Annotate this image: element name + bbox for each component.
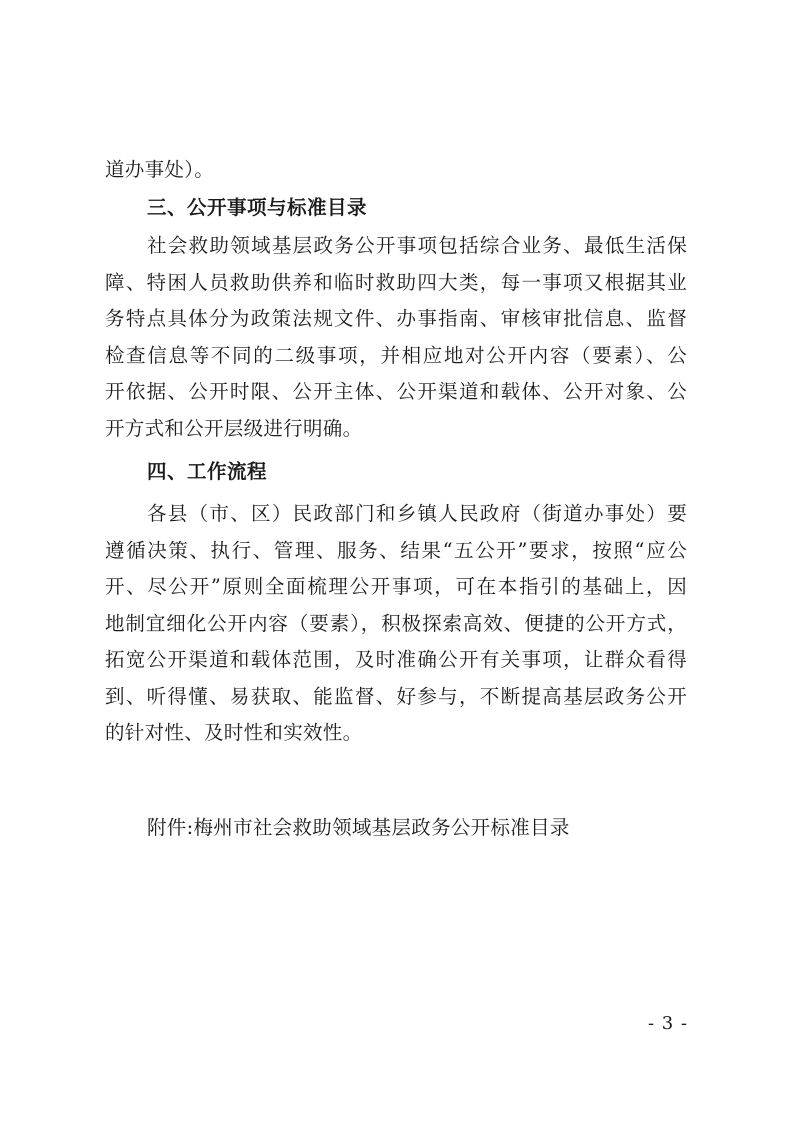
section-3-heading: 三、公开事项与标准目录 — [147, 196, 368, 219]
section-4-heading: 四、工作流程 — [147, 460, 268, 483]
paragraph-line: 拓宽公开渠道和载体范围，及时准确公开有关事项，让群众看得 — [105, 648, 687, 671]
paragraph-line: 遵循决策、执行、管理、服务、结果“五公开”要求，按照“应公 — [105, 538, 687, 562]
attachment-note: 附件:梅州市社会救助领域基层政务公开标准目录 — [147, 816, 570, 839]
paragraph-line: 地制宜细化公开内容（要素），积极探索高效、便捷的公开方式， — [105, 611, 687, 635]
paragraph-line: 社会救助领域基层政务公开事项包括综合业务、最低生活保 — [147, 234, 687, 257]
paragraph-line: 开方式和公开层级进行明确。 — [105, 416, 363, 440]
continuation-line: 道办事处）。 — [105, 158, 215, 181]
page-number: - 3 - — [647, 1013, 688, 1034]
paragraph-line: 开依据、公开时限、公开主体、公开渠道和载体、公开对象、公 — [105, 380, 687, 403]
paragraph-line: 的针对性、及时性和实效性。 — [105, 721, 363, 744]
paragraph-line: 各县（市、区）民政部门和乡镇人民政府（街道办事处）要 — [147, 502, 687, 525]
section-4-paragraph — [105, 496, 687, 752]
paragraph-line: 障、特困人员救助供养和临时救助四大类，每一事项又根据其业 — [105, 270, 687, 294]
paragraph-line: 务特点具体分为政策法规文件、办事指南、审核审批信息、监督 — [105, 307, 687, 330]
section-3-paragraph — [105, 228, 687, 447]
paragraph-line: 开、尽公开”原则全面梳理公开事项，可在本指引的基础上，因 — [105, 575, 687, 598]
paragraph-line: 到、听得懂、易获取、能监督、好参与，不断提高基层政务公开 — [105, 684, 687, 708]
continuation-paragraph — [105, 152, 687, 189]
paragraph-line: 检查信息等不同的二级事项，并相应地对公开内容（要素）、公 — [105, 343, 687, 367]
